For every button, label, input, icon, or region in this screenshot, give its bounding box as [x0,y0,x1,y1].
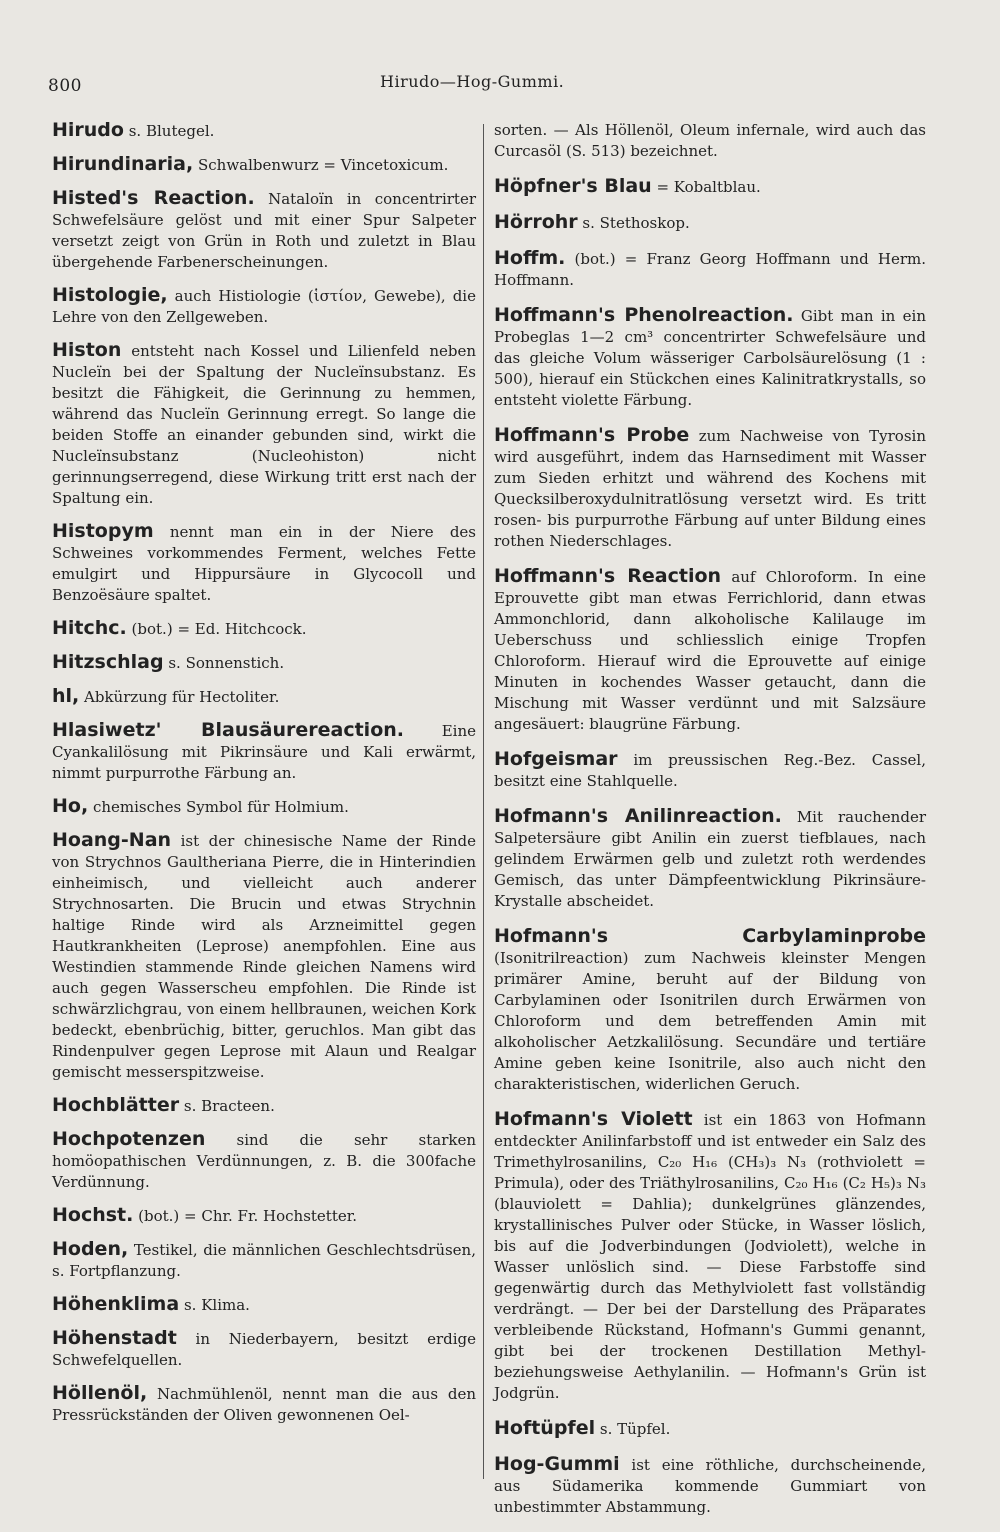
entry-text: zum Nachweise von Tyrosin wird ausgeführt, indem das Harnsediment mit Wasser zum Sieden erhitzt und während des Kochens mit Quecksilberoxydulnitratlösung versetzt wird. Es tritt rosen- bis purpurrothe Färbung auf unter Bildung eines rothen Niederschlages. [494,427,926,550]
entry-headword: Hoffmann's Reaction [494,565,722,587]
entry-text: nennt man ein in der Niere des Schweines vorkommendes Ferment, welches Fette emulgirt und Hippursäure in Glycocoll und Benzoësäure spaltet. [52,523,476,604]
dictionary-entry [52,830,476,1083]
entry-text: s. Blutegel. [123,122,215,140]
dictionary-entry [494,1418,926,1440]
entry-headword: Hog-Gummi [494,1453,620,1475]
dictionary-entry [494,926,926,1095]
dictionary-entry [494,212,926,234]
left-column [52,120,476,1438]
entry-text: Gibt man in ein Probeglas 1—2 cm³ concentrirter Schwefelsäure und das gleiche Volum wässeriger Carbolsäurelösung (1 : 500), hierauf ein Stückchen eines Kalinitratkrystalls, so entsteht violette Färbung. [494,307,926,409]
entry-headword: Hoffm. [494,247,566,269]
entry-headword: Hoden, [52,1238,129,1260]
entry-text: Mit rauchender Salpetersäure gibt Anilin ein zuerst tiefblaues, nach gelindem Erwärmen gelb und zuletzt roth werdendes Gemisch, das unter Dämpfeentwicklung Pikrinsäure-Krystalle abscheidet. [494,808,926,910]
entry-headword: Höllenöl, [52,1382,148,1404]
dictionary-entry [52,340,476,509]
dictionary-entry [494,749,926,792]
entry-text: ist der chinesische Name der Rinde von Strychnos Gaultheriana Pierre, die in Hinterindien einheimisch, und vielleicht auch anderer Strychnosarten. Die Brucin und etwas Strychnin haltige Rinde wird als Arzneimittel gegen Hautkrankheiten (Leprose) anempfohlen. Eine aus Westindien stammende Rinde gleichen Namens wird auch gegen Wasserscheu empfohlen. Die Rinde ist schwärzlichgrau, von einem hellbraunen, weichen Kork bedeckt, ebenbrüchig, bitter, geruchlos. Man gibt das Rindenpulver gegen Leprose mit Alaun und Realgar gemischt messerspitzweise. [52,832,476,1081]
dictionary-entry [52,796,476,818]
entry-headword: Hörrohr [494,211,578,233]
entry-headword: Hofmann's Anilinreaction. [494,805,782,827]
dictionary-entry [52,1294,476,1316]
entry-headword: Hoffmann's Probe [494,424,690,446]
entry-headword: Hoang-Nan [52,829,172,851]
entry-headword: Hitzschlag [52,651,164,673]
entry-text: in Niederbayern, besitzt erdige Schwefelquellen. [52,1330,476,1369]
dictionary-entry [494,425,926,552]
continued-text: sorten. — Als Höllenöl, Oleum infernale, wird auch das Curcasöl (S. 513) bezeichnet. [494,121,926,160]
entry-headword: Histopym [52,520,154,542]
entry-headword: Histologie, [52,284,168,306]
entry-text: (Isonitrilreaction) zum Nachweis kleinster Mengen primärer Amine, beruht auf der Bildung von Carbylaminen oder Isonitrilen durch Erwärmen von Chloroform und dem betreffenden Amin mit alkoholischer Aetzkalilösung. Secundäre und tertiäre Amine geben keine Isonitrile, also auch nicht den charakteristischen, widerlichen Geruch. [494,949,926,1093]
entry-text: Schwalbenwurz = Vincetoxicum. [193,156,449,174]
entry-text: = Kobaltblau. [651,178,761,196]
dictionary-entry [52,1129,476,1193]
dictionary-entry [52,1095,476,1117]
dictionary-entry [52,720,476,784]
entry-headword: Ho, [52,795,89,817]
entry-text: Nataloïn in concentrirter Schwefelsäure gelöst und mit einer Spur Salpeter versetzt zeigt von Grün in Roth und zuletzt in Blau übergehende Farbenerscheinungen. [52,190,477,271]
page-number: 800 [48,76,82,96]
entry-text: ist ein 1863 von Hofmann entdeckter Anilinfarbstoff und ist entweder ein Salz des Trimethylrosanilins, C₂₀ H₁₆ (CH₃)₃ N₃ (rothviolett = Primula), oder des Triäthylrosanilins, C₂₀ H₁₆ (C₂ H₅)₃ N₃ (blauviolett = Dahlia); dunkelgrünes glänzendes, krystallinisches Pulver oder Stücke, in Wasser löslich, bis auf die Jodverbindungen (Jodviolett), welche in Wasser unlöslich sind. — Diese Farbstoffe sind gegenwärtig durch das Methylviolett fast vollständig verdrängt. — Der bei der Darstellung des Präparates verbleibende Rückstand, Hofmann's Gummi genannt, gibt bei der trockenen Destillation Methyl- beziehungsweise Aethylanilin. — Hofmann's Grün ist Jodgrün. [494,1111,926,1402]
entry-text: s. Sonnenstich. [163,654,285,672]
dictionary-entry [52,120,476,142]
dictionary-entry [52,521,476,606]
entry-text: s. Klima. [179,1296,250,1314]
entry-headword: Hirundinaria, [52,153,194,175]
entry-headword: Hochpotenzen [52,1128,206,1150]
entry-headword: Hitchc. [52,617,127,639]
dictionary-entry [52,1239,476,1282]
entry-text: Eine Cyankalilösung mit Pikrinsäure und Kali erwärmt, nimmt purpurrothe Färbung an. [52,722,476,782]
entry-text: (bot.) = Franz Georg Hoffmann und Herm. Hoffmann. [494,250,926,289]
dictionary-entry [52,1383,476,1426]
entry-headword: Höpfner's Blau [494,175,652,197]
column-divider [483,124,484,1479]
dictionary-entry [52,618,476,640]
running-head: Hirudo—Hog-Gummi. [380,72,565,91]
entry-text: Abkürzung für Hectoliter. [79,688,280,706]
entry-headword: Hofmann's Carbylaminprobe [494,925,926,947]
entry-headword: Hofgeismar [494,748,618,770]
entry-text: s. Stethoskop. [577,214,690,232]
entry-headword: Hirudo [52,119,124,141]
dictionary-entry [494,1454,926,1518]
entry-headword: Hoftüpfel [494,1417,596,1439]
entry-text: s. Tüpfel. [595,1420,671,1438]
entry-text: auf Chloroform. In eine Eprouvette gibt man etwas Ferrichlorid, dann etwas Ammonchlorid, dann alkoholische Kalilauge im Ueberschuss und schliesslich einige Tropfen Chloroform. Hierauf wird die Eprouvette auf einige Minuten in kochendes Wasser getaucht, dann die Mischung mit Wasser verdünnt und mit Salzsäure angesäuert: blaugrüne Färbung. [494,568,926,733]
dictionary-entry [494,305,926,411]
entry-headword: Hofmann's Violett [494,1108,693,1130]
entry-text: ist eine röthliche, durchscheinende, aus Südamerika kommende Gummiart von unbestimmter Abstammung. [494,1456,926,1516]
dictionary-entry [494,566,926,735]
entry-text: sind die sehr starken homöopathischen Verdünnungen, z. B. die 300fache Verdünnung. [52,1131,476,1191]
dictionary-entry [52,652,476,674]
dictionary-entry [494,1109,926,1404]
dictionary-entry [52,1205,476,1227]
entry-headword: Hochst. [52,1204,134,1226]
entry-headword: Histed's Reaction. [52,187,255,209]
entry-text: s. Bracteen. [179,1097,275,1115]
dictionary-entry [52,154,476,176]
dictionary-entry [52,686,476,708]
entry-headword: Hochblätter [52,1094,180,1116]
dictionary-entry [52,188,476,273]
entry-text: Testikel, die männlichen Geschlechtsdrüsen, s. Fortpflanzung. [52,1241,476,1280]
entry-headword: Hoffmann's Phenolreaction. [494,304,794,326]
entry-text: (bot.) = Ed. Hitchcock. [126,620,307,638]
entry-text: (bot.) = Chr. Fr. Hochstetter. [133,1207,358,1225]
dictionary-entry [494,806,926,912]
entry-headword: Höhenklima [52,1293,180,1315]
entry-headword: Histon [52,339,122,361]
entry-headword: hl, [52,685,80,707]
entry-text: im preussischen Reg.-Bez. Cassel, besitzt eine Stahlquelle. [494,751,926,790]
entry-text: entsteht nach Kossel und Lilienfeld neben Nucleïn bei der Spaltung der Nucleïnsubstanz. Es besitzt die Fähigkeit, die Gerinnung zu hemmen, während das Nucleïn Gerinnung erregt. So lange die beiden Stoffe an einander gebunden sind, wirkt die Nucleïnsubstanz (Nucleohiston) nicht gerinnungserregend, diese Wirkung tritt erst nach der Spaltung ein. [52,342,476,507]
entry-text: chemisches Symbol für Holmium. [88,798,349,816]
entry-text: Nachmühlenöl, nennt man die aus den Pressrückständen der Oliven gewonnenen Oel- [52,1385,476,1424]
entry-headword: Hlasiwetz' Blausäurereaction. [52,719,404,741]
dictionary-entry [52,285,476,328]
dictionary-entry [52,1328,476,1371]
dictionary-entry [494,248,926,291]
entry-headword: Höhenstadt [52,1327,177,1349]
right-column [494,120,926,1532]
dictionary-entry [494,176,926,198]
entry-text: auch Histiologie (ἱστίον, Gewebe), die Lehre von den Zellgeweben. [52,287,476,326]
